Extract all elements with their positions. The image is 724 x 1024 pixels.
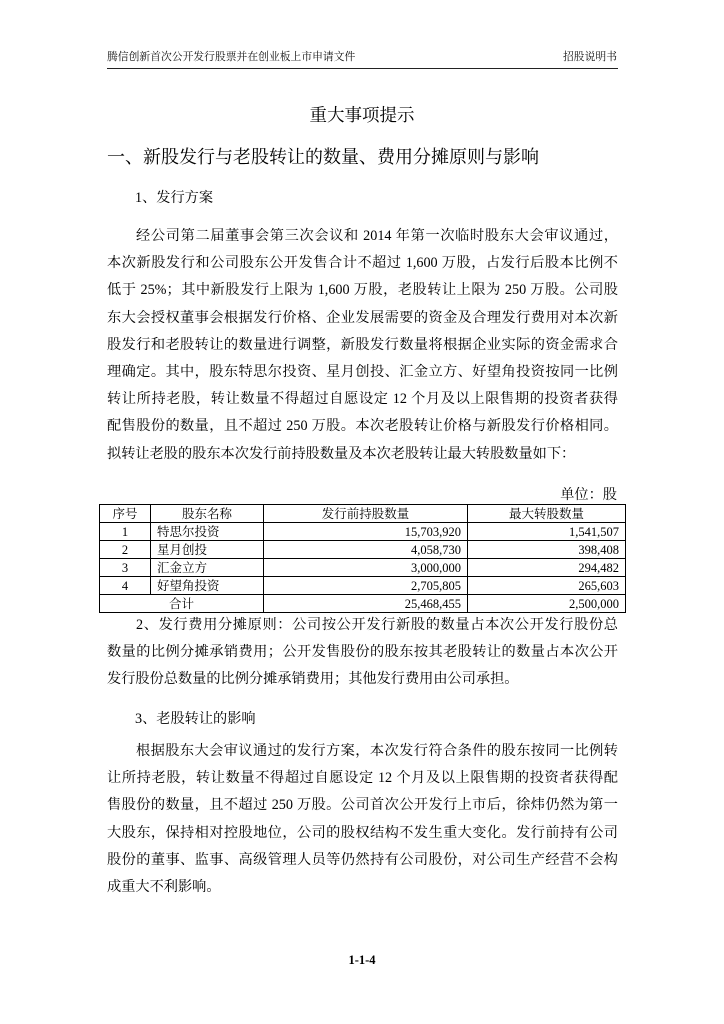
paragraph-issuance-plan — [107, 223, 618, 468]
paragraph-line: 数量的比例分摊承销费用；公开发售股份的股东按其老股转让的数量占本次公开 — [107, 644, 618, 661]
paragraph-line: 根据股东大会审议通过的发行方案，本次发行符合条件的股东按同一比例转 — [136, 743, 618, 759]
paragraph-line: 股发行和老股转让的数量进行调整，新股发行数量将根据企业实际的资金需求合 — [107, 336, 618, 353]
total-max-transfer-shares: 2,500,000 — [468, 595, 626, 613]
header-rule — [107, 68, 618, 69]
paragraph-cost-allocation — [107, 612, 618, 694]
subsection-heading-issuance-plan: 1、发行方案 — [135, 190, 214, 206]
paragraph-line: 理确定。其中，股东特思尔投资、星月创投、汇金立方、好望角投资按同一比例 — [107, 363, 618, 380]
paragraph-line: 转让所持老股，转让数量不得超过自愿设定 12 个月及以上限售期的投资者获得 — [107, 391, 618, 408]
paragraph-line: 东大会授权董事会根据发行价格、企业发展需要的资金及合理发行费用对本次新 — [107, 309, 618, 326]
total-shares-before-issue: 25,468,455 — [264, 595, 468, 613]
column-header-max-transfer-shares: 最大转股数量 — [468, 505, 626, 523]
running-header-document-name: 腾信创新首次公开发行股票并在创业板上市申请文件 — [107, 51, 356, 63]
table-total-row — [100, 595, 626, 613]
cell-max-transfer-shares: 398,408 — [468, 541, 626, 559]
cell-no: 4 — [100, 577, 151, 595]
cell-no: 3 — [100, 559, 151, 577]
paragraph-line: 配售股份的数量，且不超过 250 万股。本次老股转让价格与新股发行价格相同。 — [107, 418, 618, 435]
cell-max-transfer-shares: 265,603 — [468, 577, 626, 595]
shareholder-transfer-table — [99, 504, 626, 613]
cell-shares-before-issue: 3,000,000 — [264, 559, 468, 577]
cell-max-transfer-shares: 294,482 — [468, 559, 626, 577]
section-heading: 一、新股发行与老股转让的数量、费用分摊原则与影响 — [107, 147, 539, 167]
page-number: 1-1-4 — [348, 953, 376, 967]
paragraph-line: 售股份的数量，且不超过 250 万股。公司首次公开发行上市后，徐炜仍然为第一 — [107, 797, 618, 814]
column-header-shareholder-name: 股东名称 — [151, 505, 264, 523]
cell-shareholder-name: 特思尔投资 — [151, 523, 264, 541]
paragraph-line: 成重大不利影响。 — [107, 878, 221, 895]
paragraph-line: 本次新股发行和公司股东公开发售合计不超过 1,600 万股，占发行后股本比例不 — [107, 255, 618, 272]
paragraph-line: 经公司第二届董事会第三次会议和 2014 年第一次临时股东大会审议通过， — [136, 228, 618, 244]
page-title: 重大事项提示 — [309, 105, 415, 125]
column-header-shares-before-issue: 发行前持股数量 — [264, 505, 468, 523]
table-row — [100, 523, 626, 541]
cell-shares-before-issue: 4,058,730 — [264, 541, 468, 559]
table-unit-note: 单位：股 — [560, 487, 617, 503]
cell-no: 1 — [100, 523, 151, 541]
cell-max-transfer-shares: 1,541,507 — [468, 523, 626, 541]
total-label: 合计 — [100, 595, 264, 613]
table-row — [100, 559, 626, 577]
paragraph-line: 让所持老股，转让数量不得超过自愿设定 12 个月及以上限售期的投资者获得配 — [107, 770, 618, 787]
paragraph-line: 2、发行费用分摊原则：公司按公开发行新股的数量占本次公开发行股份总 — [136, 617, 618, 633]
cell-shareholder-name: 好望角投资 — [151, 577, 264, 595]
subsection-heading-transfer-impact: 3、老股转让的影响 — [135, 711, 256, 727]
paragraph-line: 发行股份总数量的比例分摊承销费用；其他发行费用由公司承担。 — [107, 671, 519, 688]
cell-shareholder-name: 星月创投 — [151, 541, 264, 559]
paragraph-line: 股份的董事、监事、高级管理人员等仍然持有公司股份，对公司生产经营不会构 — [107, 851, 618, 868]
cell-shares-before-issue: 15,703,920 — [264, 523, 468, 541]
running-header-document-type: 招股说明书 — [563, 51, 617, 63]
paragraph-line: 大股东，保持相对控股地位，公司的股权结构不发生重大变化。发行前持有公司 — [107, 824, 618, 841]
paragraph-line: 低于 25%；其中新股发行上限为 1,600 万股，老股转让上限为 250 万股。公司股 — [107, 282, 618, 299]
table-header-row — [100, 505, 626, 523]
paragraph-line: 拟转让老股的股东本次发行前持股数量及本次老股转让最大转股数量如下： — [107, 445, 576, 462]
cell-shareholder-name: 汇金立方 — [151, 559, 264, 577]
cell-shares-before-issue: 2,705,805 — [264, 577, 468, 595]
table-row — [100, 541, 626, 559]
cell-no: 2 — [100, 541, 151, 559]
paragraph-transfer-impact — [107, 738, 618, 901]
column-header-no: 序号 — [100, 505, 151, 523]
table-row — [100, 577, 626, 595]
